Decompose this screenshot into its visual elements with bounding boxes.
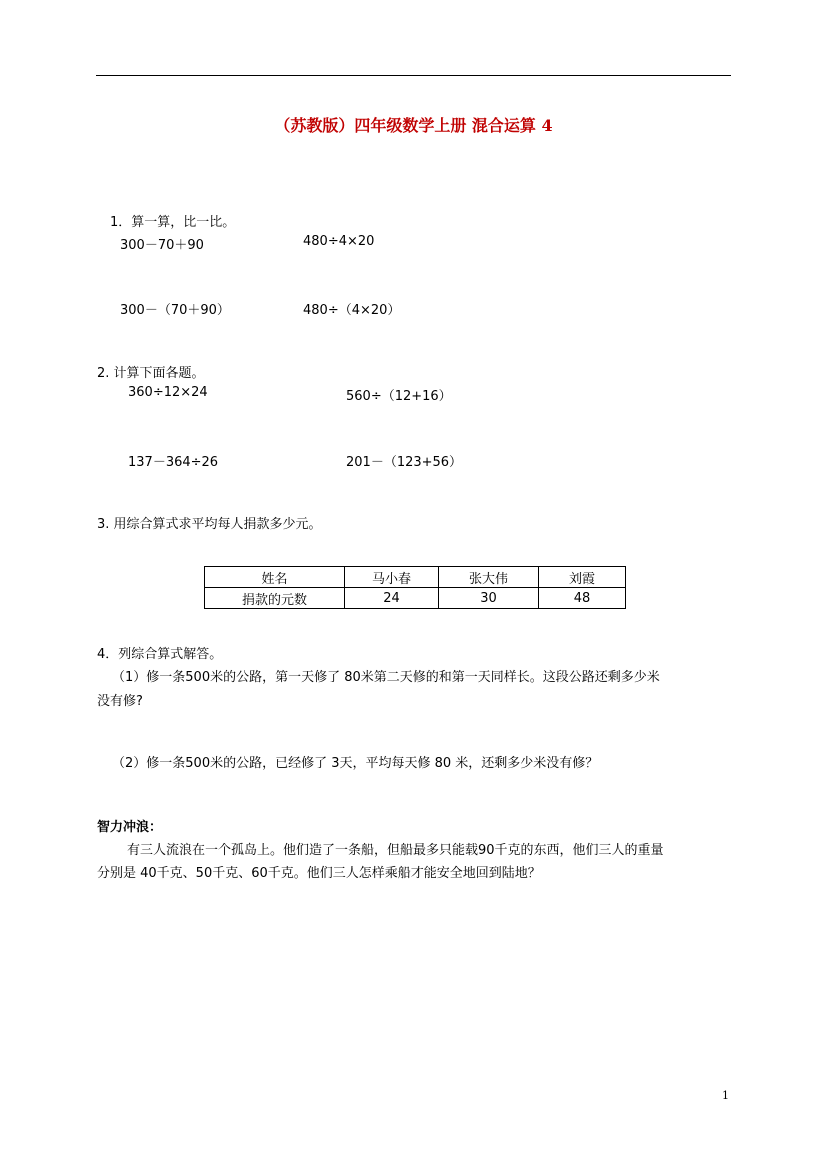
bonus-line2: 分别是 40千克、50千克、60千克。他们三人怎样乘船才能安全地回到陆地？ bbox=[97, 866, 541, 881]
q2-expression: 560÷（12+16） bbox=[346, 389, 452, 404]
donation-table bbox=[204, 566, 626, 609]
bonus-heading: 智力冲浪： bbox=[97, 820, 163, 835]
page-title: （苏教版）四年级数学上册 混合运算 4 bbox=[274, 116, 553, 135]
q4-part2: （2）修一条500米的公路，已经修了 3天，平均每天修 80 米，还剩多少米没有修？ bbox=[112, 756, 599, 771]
q3-heading: 3. 用综合算式求平均每人捐款多少元。 bbox=[97, 517, 322, 532]
table-cell: 马小春 bbox=[345, 567, 439, 588]
table-row bbox=[205, 588, 626, 609]
header-rule bbox=[96, 75, 731, 76]
table-cell: 刘霞 bbox=[539, 567, 626, 588]
q2-expression: 201－（123+56） bbox=[346, 455, 463, 470]
q4-heading: 4．列综合算式解答。 bbox=[97, 647, 223, 662]
table-row bbox=[205, 567, 626, 588]
q2-expression: 137－364÷26 bbox=[128, 455, 219, 470]
q4-part1-line1: （1）修一条500米的公路，第一天修了 80米第二天修的和第一天同样长。这段公路还剩多少米 bbox=[112, 670, 660, 685]
table-cell: 姓名 bbox=[205, 567, 345, 588]
q1-expression: 300－70＋90 bbox=[120, 238, 204, 253]
q2-heading: 2. 计算下面各题。 bbox=[97, 366, 205, 381]
q1-expression: 480÷（4×20） bbox=[303, 303, 401, 318]
bonus-line1: 有三人流浪在一个孤岛上。他们造了一条船，但船最多只能载90千克的东西，他们三人的重量 bbox=[127, 843, 664, 858]
q2-expression: 360÷12×24 bbox=[128, 385, 208, 400]
table-cell: 48 bbox=[539, 588, 626, 609]
table-cell: 捐款的元数 bbox=[205, 588, 345, 609]
q1-heading: 1．算一算，比一比。 bbox=[110, 215, 236, 230]
q4-part1-line2: 没有修? bbox=[97, 694, 143, 709]
q1-expression: 300－（70＋90） bbox=[120, 303, 230, 318]
table-cell: 30 bbox=[439, 588, 539, 609]
q1-expression: 480÷4×20 bbox=[303, 234, 375, 249]
page-number: 1 bbox=[722, 1089, 729, 1102]
table-cell: 张大伟 bbox=[439, 567, 539, 588]
table-cell: 24 bbox=[345, 588, 439, 609]
